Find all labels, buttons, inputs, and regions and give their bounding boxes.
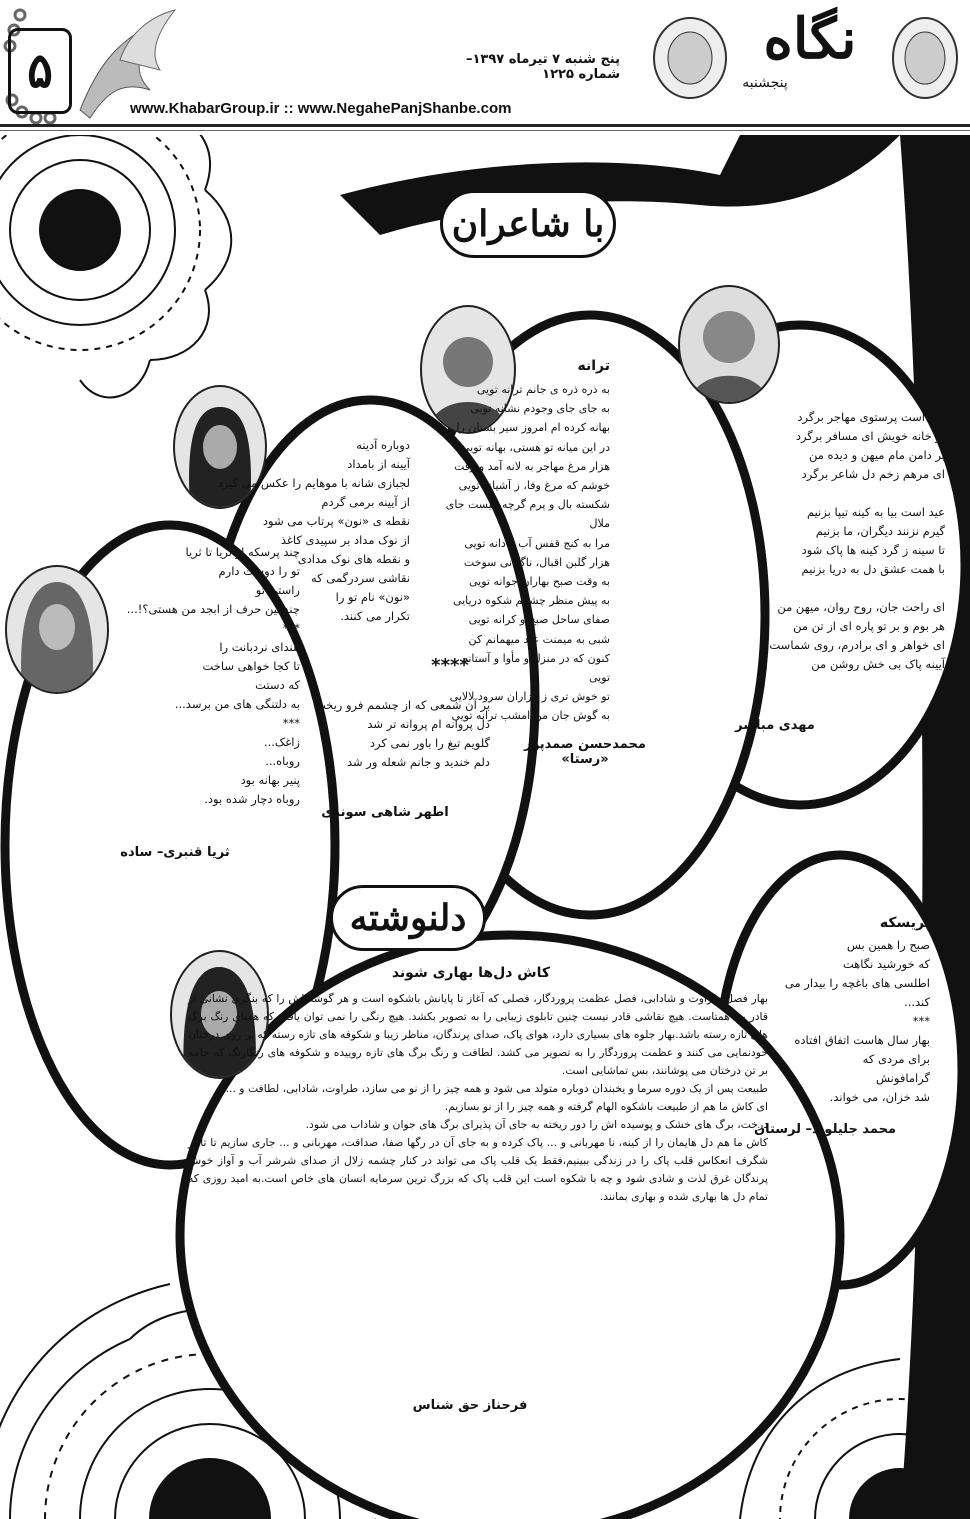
poem-shahi: دوباره آدینه آیینه از بامداد لجبازی شانه با موهایم را عکس می گیرد از آیینه برمی گردم نقطه ی «نون» پرتاب می شود از نوک مداد بر سپیدی کاغذ و نقطه های نوک مدادی نقاشی سردرگمی که «نون» نام تو را تکرار می کنند. xyxy=(217,438,410,623)
essay-body: بهار فصل طراوت و شادابی، فصل عظمت پروردگار، فصلی که آغاز تا پایانش باشکوه است و هر گوشه اش را که بنگری نشانی از قادر بی همتاست. هیچ نقاشی قادر نیست چنین تابلوی زیبایی را به تصویر بکشد. هیچ رنگی را نمی توان یافت که همتای رنگ برگ های تازه رسته باشد.بهار جلوه های بسیاری دارد، هوای پاک، صدای پرندگان، مناظر زیبا و شکوفه های تازه رسته که بر روی درختان خودنمایی می کنند و عظمت پروردگار را به تصویر می کشد. لطافت و رنگ برگ های تازه روییده و شکوفه های رنگارنگ که جامه بر تن درختان می پوشانند، بس تماشایی است. طبیعت پس از یک دوره سرما و یخبندان دوباره متولد می شود و همه چیز را از نو می سازد، طراوت، شادابی، لطافت و ... ای کاش ما هم از طبیعت باشکوه الهام گرفته و همه چیز را از نو بسازیم. درخت، برگ های خشک و پوسیده اش را دور ریخته به جای آن پذیرای برگ های جوان و شاداب می شود. کاش ما هم دل هایمان را از کینه، نا مهربانی و ... پاک کرده و به جای آن در رگها صفا، صداقت، مهربانی و ... جاری سازیم تا تاثیر شگرف انعکاس قلب پاک را در زندگی ببینیم،فقط یک قلب پاک می تواند در کنار چشمه زلال از صدای شرشر آب و آواز خوش پرندگان غرق لذت و شادی شود و چه با شکوه است این قلب پاک که بزرگ ترین سرمایه انسان های خاص است.به امید روزی که تمام دل ها بهاری شده و بهاری بمانند. xyxy=(188,992,768,1203)
essay-title: کاش دل‌ها بهاری شوند xyxy=(391,965,550,981)
poem-samadpour: به ذره ذره ی جانم ترانه تویی به جای جای وجودم نشانه تویی بهانه کرده ام امروز سیر بستان را در این میانه تو هستی، بهانه تویی هزار مرغ مهاجر به لانه آمد و رفت خوشم که مرغ وفا، ز آشیانه تویی شکسته بال و پرم گرچه، نیست جای ملال مرا به کنج قفس آب و دانه تویی هزار گلبن اقبال، ناگهانی سوخت به وقت صبح بهاران جوانه تویی به پیش منظر چشمم شکوه دریایی صفای ساحل صبح و کرانه تویی شبی به میمنت عید میهمانم کن کنون که در منزل و مأوا و آستانه تویی تو خوش تری ز هزاران سرود لالایی به گوش جان من امشب ترانه تویی xyxy=(445,383,610,723)
poem-title-jalilvand: پریسکه xyxy=(879,915,930,931)
header-rule-thin xyxy=(0,130,970,131)
poem-jalilvand: صبح را همین بس که خورشید نگاهت اطلسی های باغچه را بیدار می کند... *** بهار سال هاست اتفاق افتاده برای مردی که گرامافونش شد خزان، می خواند. xyxy=(784,938,930,1104)
author-jalilvand: محمد جلیلوند– لرستان xyxy=(753,1122,897,1137)
poem-shahi-quatrain: بر آن شمعی که از چشمم فرو ریخت دل پروانه ام پروانه تر شد گلویم تیغ را باور نمی کرد دلم خندید و جانم شعله ور شد xyxy=(314,698,490,769)
essay-section-title: دلنوشته xyxy=(330,885,486,951)
page-header xyxy=(0,0,970,135)
poem-divider: **** xyxy=(431,655,469,676)
masthead-logo: نگاه xyxy=(763,6,857,72)
author-ghanbari: ثریا قنبری– ساده xyxy=(120,845,230,860)
page-number: ۵ xyxy=(8,28,72,114)
author-mobasher: مهدی مباشر xyxy=(735,718,815,733)
author-haghshenas: فرحناز حق شناس xyxy=(412,1398,528,1413)
poem-title-samadpour: ترانه xyxy=(577,358,610,374)
header-rule xyxy=(0,124,970,127)
author-shahi: اطهر شاهی سوندی xyxy=(321,805,449,820)
issue-date: پنج شنبه ۷ تیرماه ۱۳۹۷– شماره ۱۲۲۵ xyxy=(465,52,620,82)
author-samadpour: محمدحسن صمدپور «رستا» xyxy=(524,737,646,767)
avatar-ghanbari xyxy=(5,565,109,694)
avatar-mobasher xyxy=(678,285,780,404)
poem-ghanbari: چند پرسکه از ثریا تا ثریا تو را دوست دارم راستی تو چندمین حرف از ابجد من هستی؟!... *** بلندای نردبانت را تا کجا خواهی ساخت که دستت به دلتنگی های من برسد... *** زاغک... روباه... پنیر بهانه بود روباه دچار شده بود. xyxy=(126,545,300,806)
poem-mobasher: عید است پرستوی مهاجر برگرد بر خانه خویش ای مسافر برگرد بر دامن مام میهن و دیده من ای مرهم زخم دل شاعر برگرد عید است بیا به کینه تیپا بزنیم گیرم نزنند دیگران، ما بزنیم تا سینه ز گرد کینه ها پاک شود با همت عشق دل به دریا بزنیم ای راحت جان، روح روان، میهن من هر بوم و بر تو پاره ای از تن من ای خواهر و ای برادرم، روی شماست آیینه پاک بی خش روشن من xyxy=(769,410,945,671)
poets-section-title: با شاعران xyxy=(440,190,616,258)
masthead-subtitle: پنجشنبه xyxy=(742,75,788,91)
website-links[interactable]: www.KhabarGroup.ir :: www.NegahePanjShanbe.com xyxy=(130,100,512,117)
